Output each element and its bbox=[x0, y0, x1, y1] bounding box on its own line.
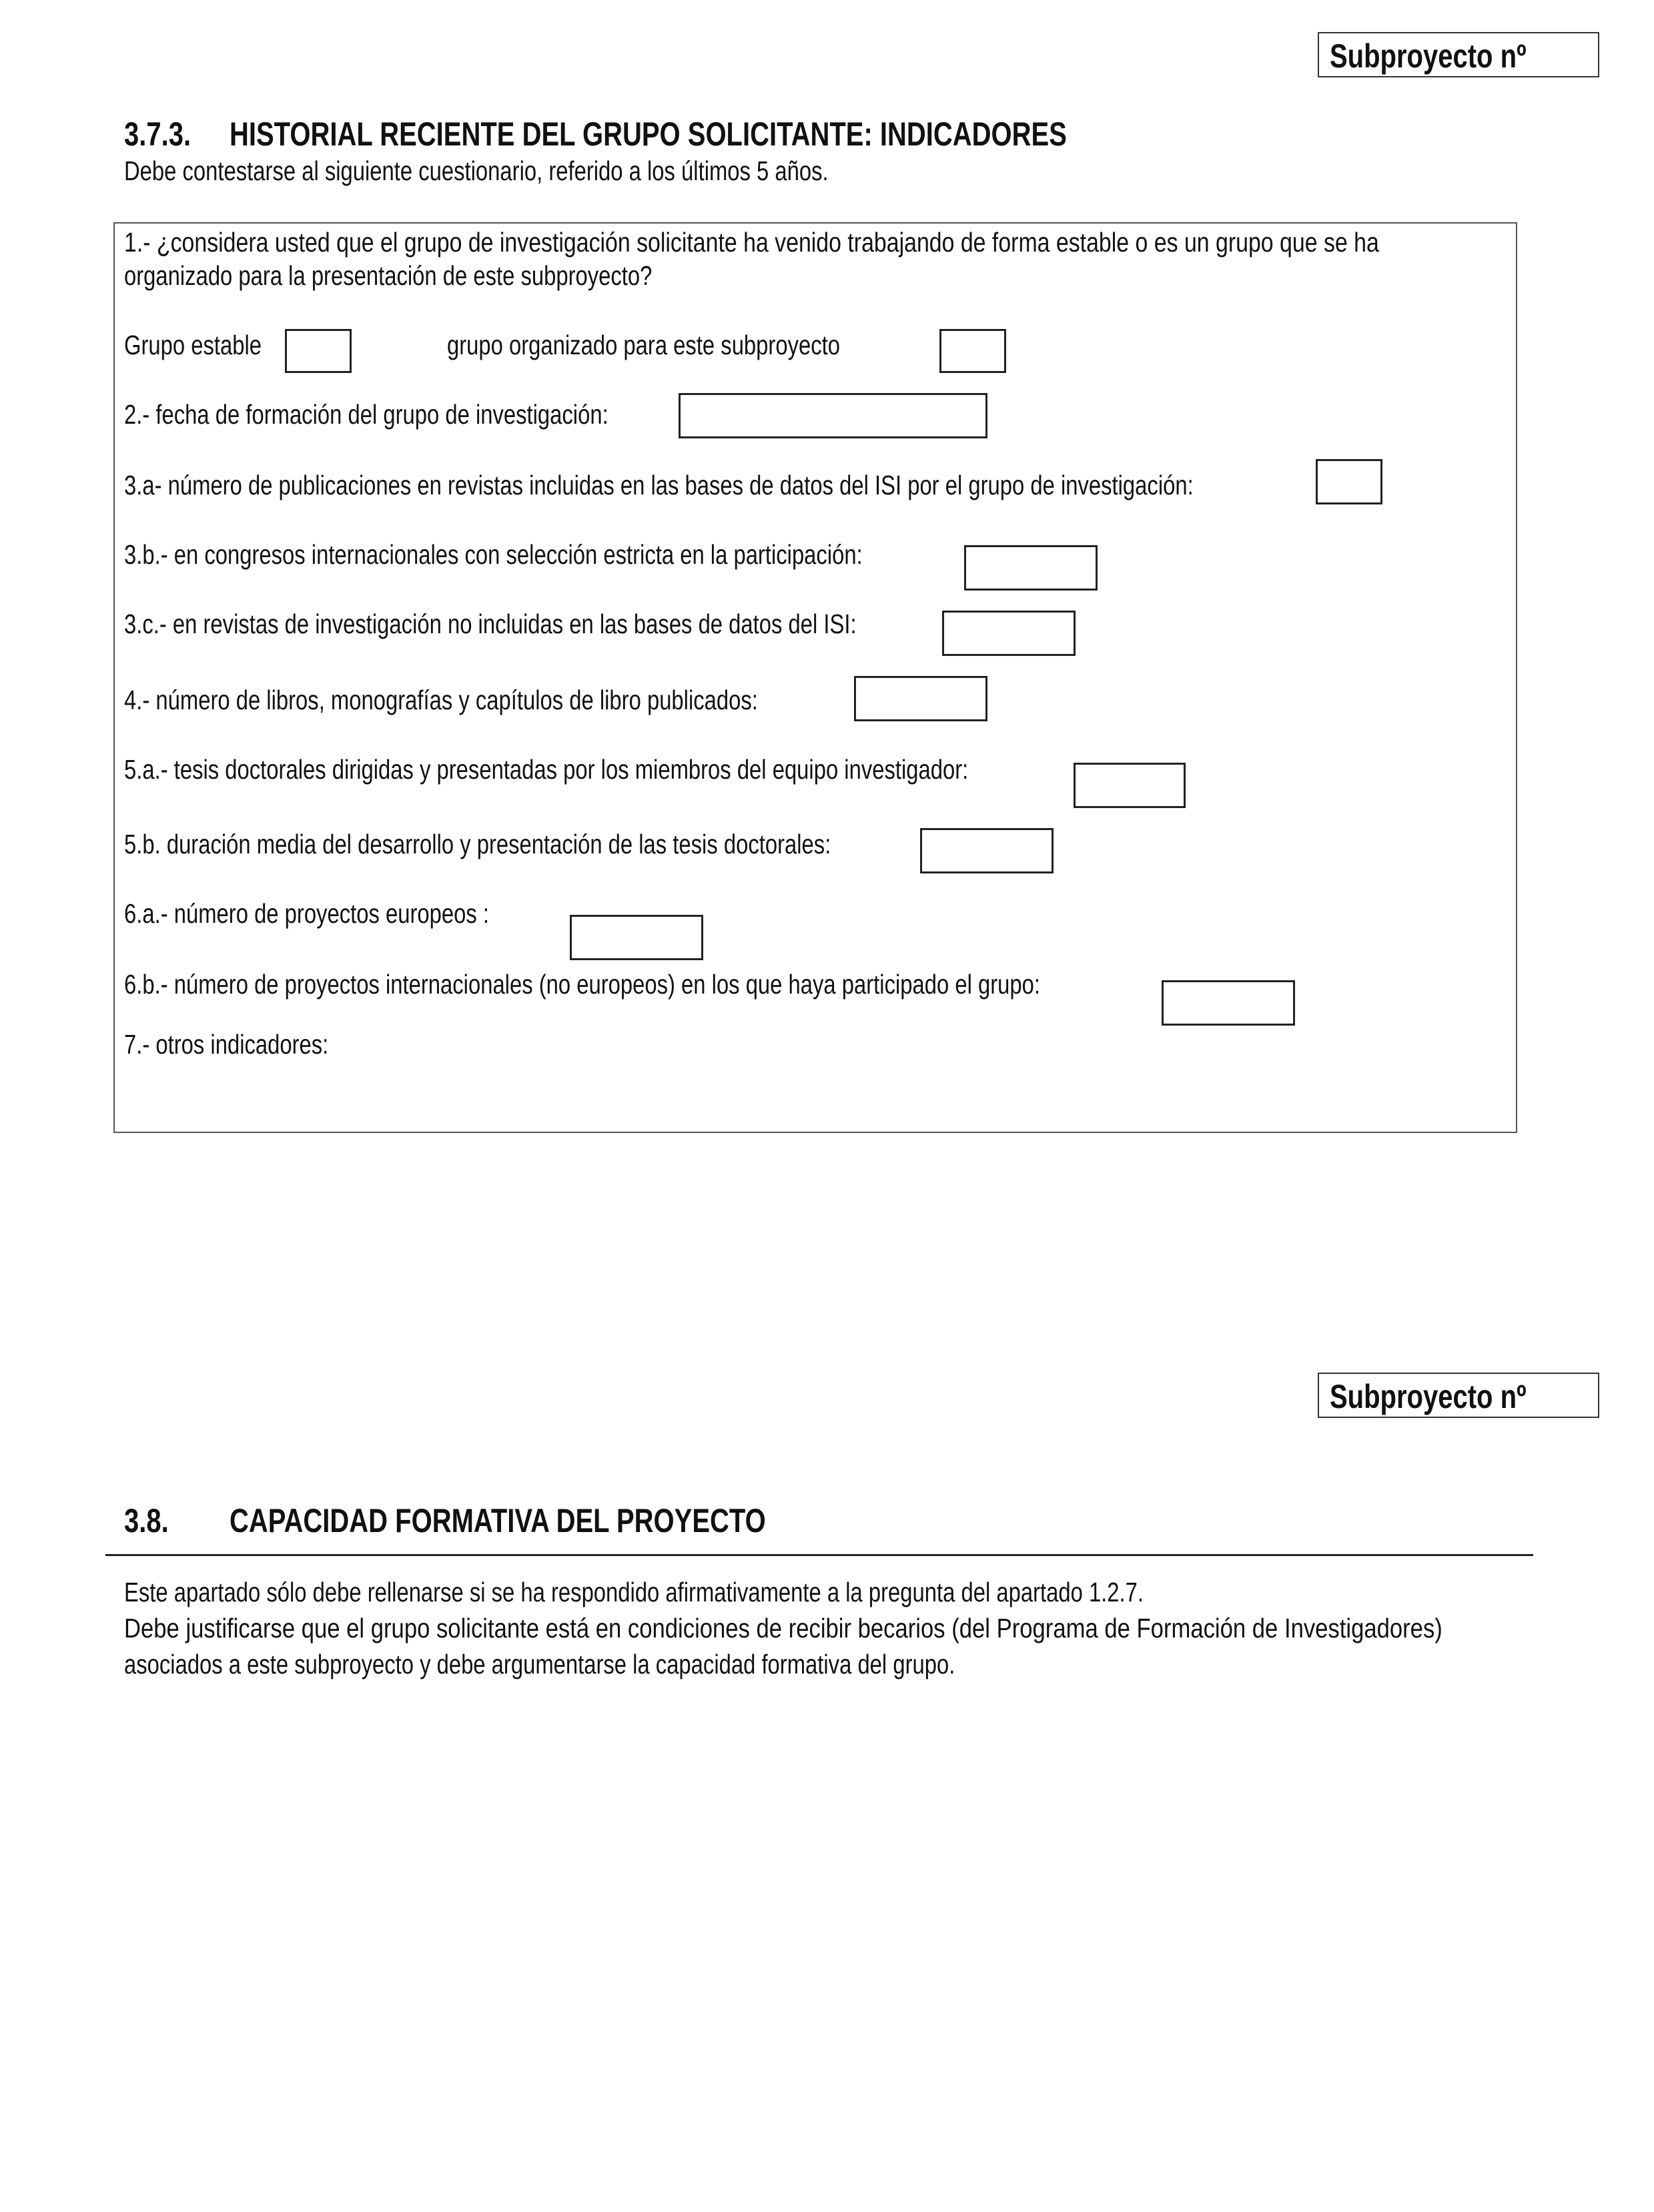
q4-libros-field[interactable] bbox=[854, 676, 987, 721]
section-38-title: CAPACIDAD FORMATIVA DEL PROYECTO bbox=[230, 1502, 766, 1539]
question-5b-label: 5.b. duración media del desarrollo y presentación de las tesis doctorales: bbox=[124, 829, 831, 859]
section-38-number: 3.8. bbox=[124, 1502, 169, 1539]
q6a-proyectos-europeos-field[interactable] bbox=[570, 915, 703, 960]
grupo-organizado-checkbox[interactable] bbox=[939, 329, 1006, 373]
section-38-line-3: asociados a este subproyecto y debe argumentarse la capacidad formativa del grupo. bbox=[124, 1649, 955, 1680]
section-373-intro: Debe contestarse al siguiente cuestionario, referido a los últimos 5 años. bbox=[124, 155, 829, 186]
section-373-title: HISTORIAL RECIENTE DEL GRUPO SOLICITANTE: INDICADORES bbox=[230, 115, 1067, 153]
question-6b-label: 6.b.- número de proyectos internacionales (no europeos) en los que haya participado el grupo: bbox=[124, 969, 1040, 1000]
section-38-line-1: Este apartado sólo debe rellenarse si se ha respondido afirmativamente a la pregunta del apartado 1.2.7. bbox=[124, 1577, 1144, 1607]
question-5a-label: 5.a.- tesis doctorales dirigidas y presentadas por los miembros del equipo investigador: bbox=[124, 754, 969, 785]
q2-fecha-formacion-field[interactable] bbox=[679, 393, 987, 438]
question-4-label: 4.- número de libros, monografías y capítulos de libro publicados: bbox=[124, 685, 758, 715]
section-373-number: 3.7.3. bbox=[124, 115, 191, 153]
question-1-line-1: 1.- ¿considera usted que el grupo de investigación solicitante ha venido trabajando de forma estable o es un grupo que se ha bbox=[124, 227, 1379, 258]
subproject-number-box-top[interactable] bbox=[1318, 32, 1599, 77]
question-3b-label: 3.b.- en congresos internacionales con selección estricta en la participación: bbox=[124, 539, 863, 570]
option-grupo-organizado-label: grupo organizado para este subproyecto bbox=[447, 330, 840, 360]
subproject-label-top: Subproyecto nº bbox=[1330, 37, 1527, 75]
subproject-number-box-mid[interactable] bbox=[1318, 1373, 1599, 1418]
question-6a-label: 6.a.- número de proyectos europeos : bbox=[124, 898, 489, 929]
subproject-label-mid: Subproyecto nº bbox=[1330, 1378, 1527, 1415]
question-3a-label: 3.a- número de publicaciones en revistas incluidas en las bases de datos del ISI por el grupo de investigación: bbox=[124, 470, 1194, 500]
option-grupo-estable-label: Grupo estable bbox=[124, 330, 262, 360]
section-38-line-2: Debe justificarse que el grupo solicitante está en condiciones de recibir becarios (del Programa de Formación de Investigadores) bbox=[124, 1613, 1442, 1643]
question-2-label: 2.- fecha de formación del grupo de investigación: bbox=[124, 399, 608, 430]
q6b-proyectos-internacionales-field[interactable] bbox=[1162, 980, 1295, 1026]
section-38-divider bbox=[105, 1554, 1533, 1556]
question-7-label: 7.- otros indicadores: bbox=[124, 1029, 329, 1060]
q5b-duracion-field[interactable] bbox=[920, 828, 1054, 873]
question-1-line-2: organizado para la presentación de este subproyecto? bbox=[124, 260, 653, 291]
q3c-revistas-no-isi-field[interactable] bbox=[942, 611, 1076, 656]
q5a-tesis-field[interactable] bbox=[1074, 763, 1186, 808]
question-3c-label: 3.c.- en revistas de investigación no incluidas en las bases de datos del ISI: bbox=[124, 609, 857, 639]
grupo-estable-checkbox[interactable] bbox=[285, 329, 352, 373]
q3a-publicaciones-isi-field[interactable] bbox=[1316, 459, 1382, 504]
q3b-congresos-field[interactable] bbox=[964, 545, 1098, 591]
